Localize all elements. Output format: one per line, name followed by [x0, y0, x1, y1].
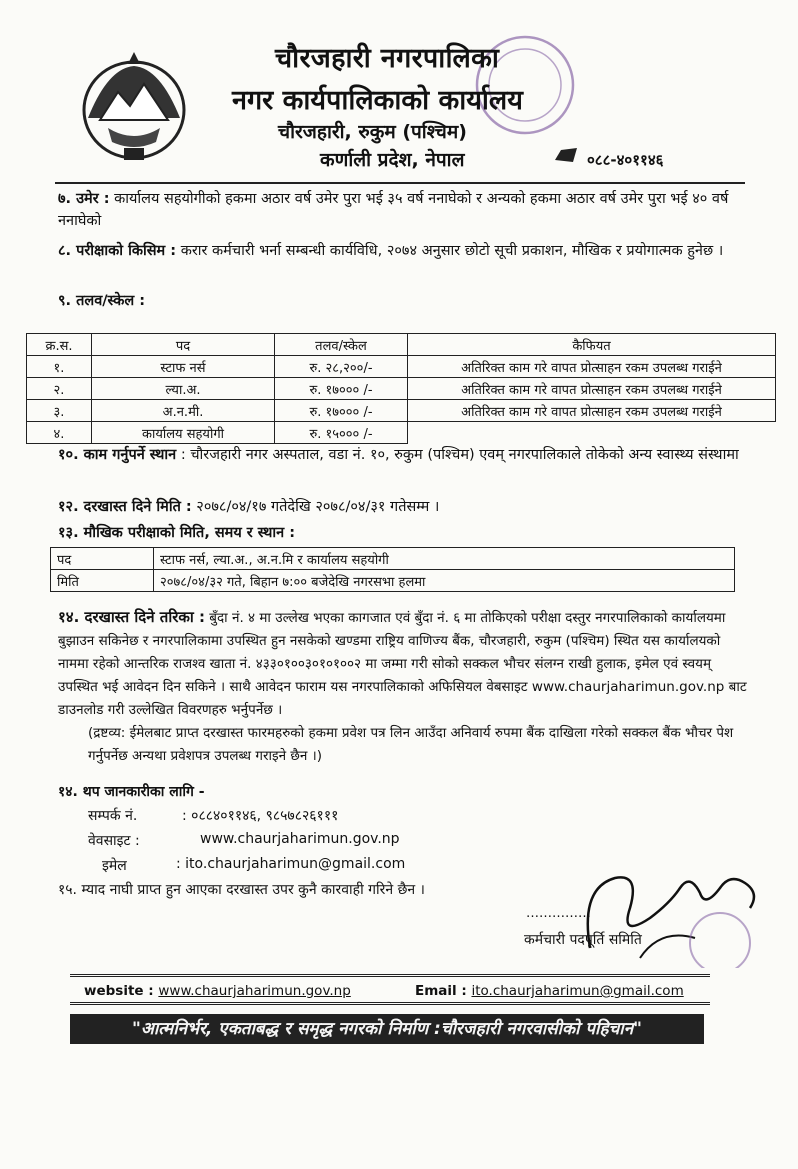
footer-email	[415, 983, 684, 999]
workplace-text: : चौरजहारी नगर अस्पताल, वडा नं. १०, रुकुम (पश्चिम) एवम् नगरपालिकाले तोकेको अन्य स्वास्थ्य संस्थामा	[180, 447, 739, 463]
late-notice: १५. म्याद नाघी प्राप्त हुन आएका दरखास्त उपर कुनै कारवाही गरिने छैन ।	[58, 882, 425, 898]
office-subtitle: नगर कार्यपालिकाको कार्यालय	[232, 85, 523, 116]
exam-type-section	[58, 240, 748, 262]
exam-type-text: करार कर्मचारी भर्ना सम्बन्धी कार्यविधि, २०७४ अनुसार छोटो सूची प्रकाशन, मौखिक र प्रयोगात्मक हुनेछ ।	[180, 243, 724, 259]
contact-web-value[interactable]: www.chaurjaharimun.gov.np	[200, 831, 400, 847]
province-line: कर्णाली प्रदेश, नेपाल	[320, 149, 465, 171]
table-cell: स्टाफ नर्स	[92, 356, 275, 378]
office-address: चौरजहारी, रुकुम (पश्चिम)	[278, 121, 467, 143]
footer-website	[84, 983, 351, 999]
table-cell	[408, 422, 776, 444]
table-cell: अतिरिक्त काम गरे वापत प्रोत्साहन रकम उपलब्ध गराईने	[408, 356, 776, 378]
table-cell: मिति	[51, 570, 154, 592]
apply-method-text: बुँदा नं. ४ मा उल्लेख भएका कागजात एवं बुँदा नं. ६ मा तोकिएको परीक्षा दस्तुर नगरपालिकाको कार्यालयमा बुझाउन सकिनेछ र नगरपालिकामा उपस्थित हुन नसकेको खण्डमा राष्ट्रिय वाणिज्य बैंक, चौरजहारी, रुकुम (पश्चिम) स्थित यस कार्यालयको नाममा रहेको आन्तरिक राजश्व खाता नं. ४३३०१००३०१०१००२ मा जम्मा गरी सोको सक्कल भौचर संलग्न राखी हुलाक, इमेल एवं स्वयम् उपस्थित भई आवेदन दिन सकिने । साथै आवेदन फाराम यस नगरपालिकाको अफिसियल वेबसाइट www.chaurjaharimun.gov.np बाट डाउनलोड गरी उल्लेखित विवरणहरु भर्नुपर्नेछ ।	[58, 610, 747, 718]
office-phone: ०८८-४०११४६	[587, 151, 664, 169]
table-row	[27, 356, 776, 378]
signature-dots: ……………	[526, 906, 591, 921]
interview-table	[50, 547, 735, 592]
table-cell: २.	[27, 378, 92, 400]
phone-icon	[553, 146, 579, 166]
table-cell: अतिरिक्त काम गरे वापत प्रोत्साहन रकम उपलब्ध गराईने	[408, 400, 776, 422]
apply-method-note: (द्रष्टव्य: ईमेलबाट प्राप्त दरखास्त फारमहरुको हकमा प्रवेश पत्र लिन आउँदा अनिवार्य रुपमा बैंक दाखिला गरेको सक्कल बैंक भौचर पेश गर्नुपर्नेछ अन्यथा प्रवेशपत्र उपलब्ध गराइने छैन ।)	[88, 725, 734, 764]
table-header: पद	[92, 334, 275, 356]
apply-date-text: २०७८/०४/१७ गतेदेखि २०७८/०४/३१ गतेसम्म ।	[196, 499, 440, 515]
age-text: कार्यालय सहयोगीको हकमा अठार वर्ष उमेर पुरा भई ३५ वर्ष ननाघेको र अन्यको हकमा अठार वर्ष उमेर पुरा भई ४० वर्ष ननाघेको	[58, 191, 729, 229]
table-cell: रु. २८,२००/-	[275, 356, 408, 378]
apply-method-section	[58, 606, 748, 768]
table-cell: रु. १५००० /-	[275, 422, 408, 444]
salary-heading: ९. तलव/स्केल :	[58, 293, 146, 309]
age-label: ७. उमेर :	[58, 191, 110, 207]
table-cell: स्टाफ नर्स, ल्या.अ., अ.न.मि र कार्यालय सहयोगी	[154, 548, 735, 570]
apply-date-section	[58, 496, 748, 518]
contact-web-label: वेवसाइट :	[88, 833, 140, 849]
age-section	[58, 188, 748, 232]
table-row	[27, 422, 776, 444]
table-header: कैफियत	[408, 334, 776, 356]
contact-heading: १४. थप जानकारीका लागि -	[58, 784, 205, 800]
table-cell: ३.	[27, 400, 92, 422]
contact-phone-value: : ०८८४०११४६, ९८५७८२६१११	[182, 808, 339, 824]
municipality-title: चौरजहारी नगरपालिका	[275, 43, 500, 74]
table-row	[27, 400, 776, 422]
table-cell: रु. १७००० /-	[275, 400, 408, 422]
table-cell: २०७८/०४/३२ गते, बिहान ७:०० बजेदेखि नगरसभा हलमा	[154, 570, 735, 592]
table-cell: कार्यालय सहयोगी	[92, 422, 275, 444]
footer-slogan: "आत्मनिर्भर, एकताबद्ध र समृद्ध नगरको निर्माण :चौरजहारी नगरवासीको पहिचान"	[70, 1014, 704, 1044]
exam-type-label: ८. परीक्षाको किसिम :	[58, 243, 177, 259]
table-cell: रु. १७००० /-	[275, 378, 408, 400]
nepal-emblem-icon	[78, 48, 190, 166]
contact-email-value[interactable]: : ito.chaurjaharimun@gmail.com	[176, 856, 406, 872]
header-divider	[55, 182, 745, 184]
table-cell: अतिरिक्त काम गरे वापत प्रोत्साहन रकम उपलब्ध गराईने	[408, 378, 776, 400]
table-row	[27, 378, 776, 400]
apply-date-label: १२. दरखास्त दिने मिति :	[58, 499, 192, 515]
workplace-label: १०. काम गर्नुपर्ने स्थान	[58, 447, 177, 463]
workplace-section	[58, 444, 748, 466]
table-header: क्र.स.	[27, 334, 92, 356]
table-cell: अ.न.मी.	[92, 400, 275, 422]
table-cell: १.	[27, 356, 92, 378]
table-row	[51, 570, 735, 592]
interview-heading: १३. मौखिक परीक्षाको मिति, समय र स्थान :	[58, 525, 296, 541]
table-cell: पद	[51, 548, 154, 570]
footer-website-label: website :	[84, 983, 154, 999]
table-header: तलव/स्केल	[275, 334, 408, 356]
footer-website-link[interactable]: www.chaurjaharimun.gov.np	[158, 983, 351, 999]
table-row	[51, 548, 735, 570]
salary-table	[26, 333, 776, 444]
contact-email-label: इमेल	[102, 858, 127, 874]
contact-phone-label: सम्पर्क नं.	[88, 808, 138, 824]
table-cell: ४.	[27, 422, 92, 444]
footer-divider	[70, 1002, 710, 1005]
footer-email-link[interactable]: ito.chaurjaharimun@gmail.com	[471, 983, 684, 999]
footer-divider	[70, 974, 710, 977]
footer-email-label: Email :	[415, 983, 467, 999]
table-header-row	[27, 334, 776, 356]
signature-label: कर्मचारी पदपूर्ति समिति	[524, 932, 642, 948]
apply-method-label: १४. दरखास्त दिने तरिका :	[58, 608, 205, 626]
table-cell: ल्या.अ.	[92, 378, 275, 400]
